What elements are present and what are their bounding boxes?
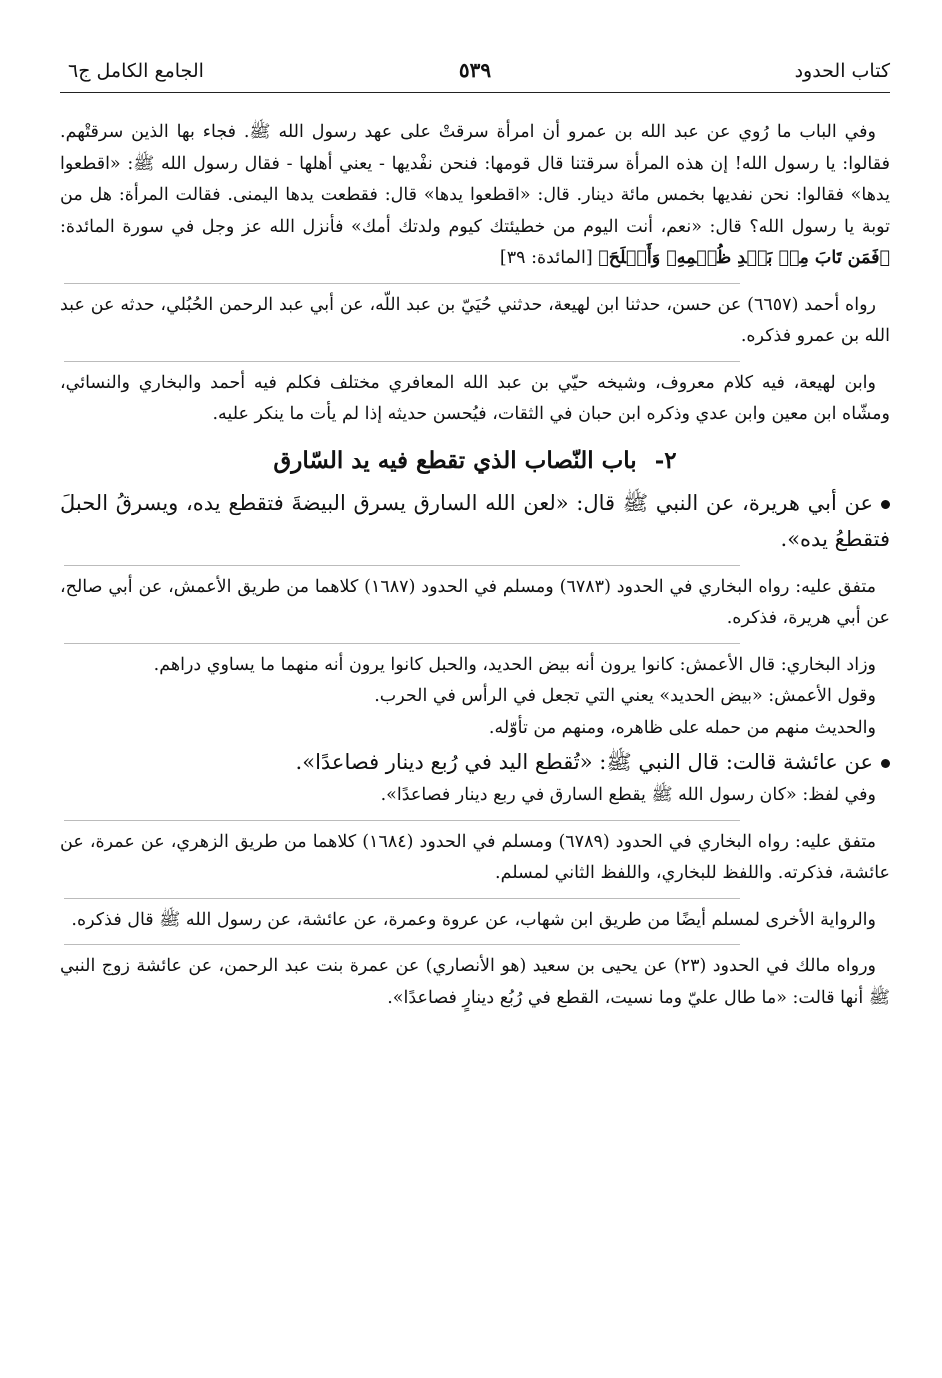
paragraph-text: وفي الباب ما رُوي عن عبد الله بن عمرو أن امرأة سرقتْ على عهد رسول الله ﷺ. فجاء بها الذين سرقتْهم. فقالوا: يا رسول الله! إن هذه المرأة سرقتنا قال قومها: فنحن نفْديها - يعني أهلها - فقال رسول الله ﷺ: «اقطعوا يدها» فقالوا: نحن نفديها بخمس مائة دينار. قال: «اقطعوا يدها» قال: فقطعت يدها اليمنى. فقالت المرأة: هل من توبة يا رسول الله؟ قال: «نعم، أنت اليوم من خطيئتك كيوم ولدتك أمك» فأنزل الله عز وجل في سورة المائدة:: [60, 122, 890, 237]
paragraph: [60, 117, 890, 275]
paragraph: متفق عليه: رواه البخاري في الحدود (٦٧٨٩) ومسلم في الحدود (١٦٨٤) كلاهما من طريق الزهري، عن عمرة، عن عائشة، فذكرته. واللفظ للبخاري، واللفظ الثاني لمسلم.: [60, 831, 890, 883]
paragraph: وزاد البخاري: قال الأعمش: كانوا يرون أنه بيض الحديد، والحبل كانوا يرون أنه منهما ما يساوي دراهم.: [153, 654, 876, 675]
divider: [64, 820, 740, 821]
quran-verse: ﴿فَمَن تَابَ مِنۢ بَعۡدِ ظُلۡمِهِۦ وَأَصۡلَحَ﴾: [598, 248, 890, 268]
hadith-body: عن عائشة قالت: قال النبي ﷺ: «تُقطع اليد في رُبع دينار فصاعدًا».: [295, 750, 873, 774]
chapter-title: باب النّصاب الذي تقطع فيه يد السّارق: [273, 446, 637, 474]
hadith-text: [60, 485, 890, 557]
paragraph: رواه أحمد (٦٦٥٧) عن حسن، حدثنا ابن لهيعة، حدثني حُيَيّ بن عبد اللّه، عن أبي عبد الرحمن الحُبُلي، حدثه عن عبد الله بن عمرو فذكره.: [60, 294, 890, 346]
page-body: [60, 93, 890, 1014]
paragraph: وقول الأعمش: «بيض الحديد» يعني التي تجعل في الرأس في الحرب.: [374, 686, 876, 706]
book-page: [60, 52, 890, 1338]
bullet-icon: [881, 500, 890, 509]
chapter-running-title: كتاب الحدود: [794, 60, 890, 82]
bullet-icon: [881, 759, 890, 768]
page-header: [60, 52, 890, 93]
paragraph: والحديث منهم من حمله على ظاهره، ومنهم من تأوّله.: [488, 717, 876, 738]
divider: [64, 361, 740, 362]
divider: [64, 283, 740, 284]
verse-reference: [المائدة: ٣٩]: [499, 248, 593, 268]
divider: [64, 565, 740, 566]
paragraph: والرواية الأخرى لمسلم أيضًا من طريق ابن شهاب، عن عروة وعمرة، عن عائشة، عن رسول الله ﷺ قال فذكره.: [71, 909, 876, 930]
paragraph: متفق عليه: رواه البخاري في الحدود (٦٧٨٣) ومسلم في الحدود (١٦٨٧) كلاهما من طريق الأعمش، عن أبي صالح، عن أبي هريرة، فذكره.: [60, 576, 890, 628]
divider: [64, 898, 740, 899]
paragraph: وابن لهيعة، فيه كلام معروف، وشيخه حيّي بن عبد الله المعافري مختلف فكلم فيه أحمد والبخاري والنسائي، ومشّاه ابن معين وابن عدي وذكره ابن حبان في الثقات، فيُحسن حديثه إذا لم يأت ما ينكر عليه.: [60, 372, 890, 424]
paragraph: ورواه مالك في الحدود (٢٣) عن يحيى بن سعيد (هو الأنصاري) عن عمرة بنت عبد الرحمن، عن عائشة زوج النبي ﷺ أنها قالت: «ما طال عليّ وما نسيت، القطع في رُبُع دينارٍ فصاعدًا».: [60, 956, 890, 1008]
hadith-body: عن أبي هريرة، عن النبي ﷺ قال: «لعن الله السارق يسرق البيضةَ فتقطع يده، ويسرقُ الحبلَ فتقطعُ يده».: [60, 490, 890, 551]
paragraph: وفي لفظ: «كان رسول الله ﷺ يقطع السارق في ربع دينار فصاعدًا».: [380, 785, 876, 805]
page-number: ٥٣٩: [458, 58, 492, 82]
chapter-heading: [60, 441, 890, 481]
book-running-title: الجامع الكامل ج٦: [68, 60, 204, 82]
hadith-text: [60, 744, 890, 780]
divider: [64, 643, 740, 644]
divider: [64, 944, 740, 945]
chapter-number: ٢-: [654, 446, 677, 474]
